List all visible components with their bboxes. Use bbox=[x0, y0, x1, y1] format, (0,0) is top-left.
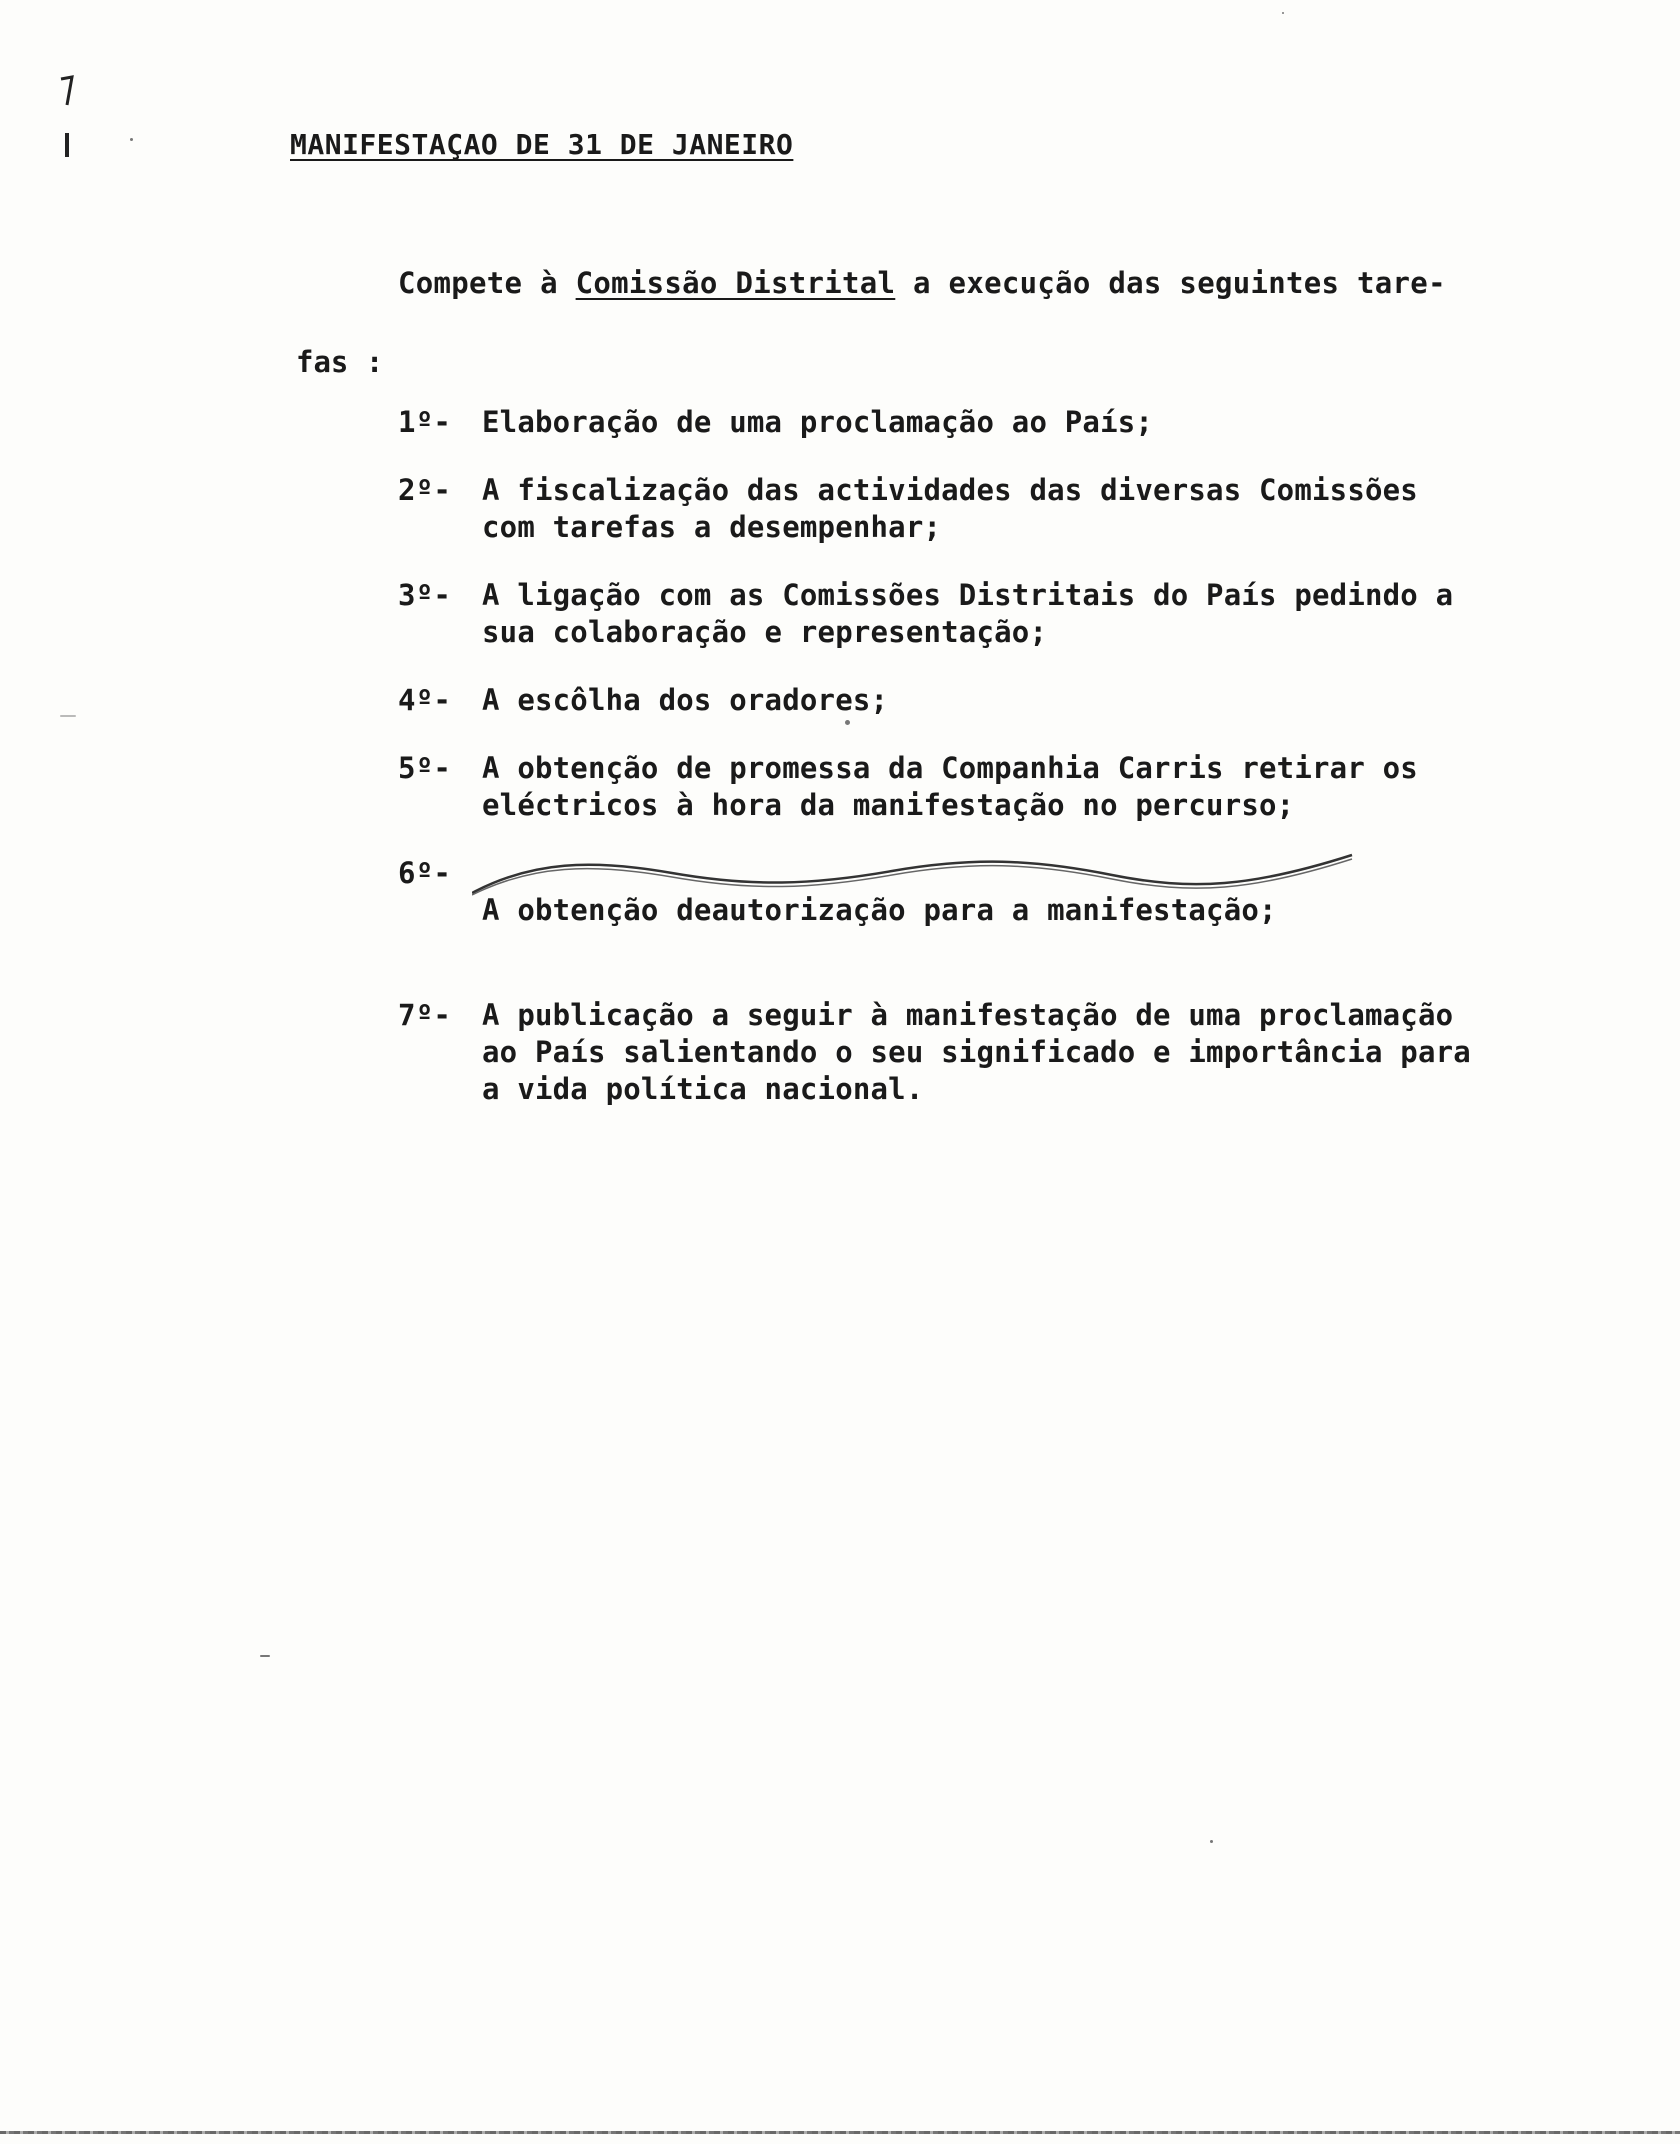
task-item-7 bbox=[398, 997, 1638, 1108]
paper-speck bbox=[260, 1655, 270, 1657]
task-list bbox=[398, 404, 1638, 1139]
intro-underlined: Comissão Distrital bbox=[575, 266, 896, 300]
task-item-4 bbox=[398, 682, 1638, 719]
task-number: 1º- bbox=[398, 405, 451, 439]
task-text: A publicação a seguir à manifestação de uma proclamação ao País salientando o seu significado e importância para a vida política nacional. bbox=[482, 998, 1471, 1106]
document-title: MANIFESTAÇAO DE 31 DE JANEIRO bbox=[290, 128, 794, 161]
intro-before: Compete à bbox=[398, 266, 576, 300]
paper-speck bbox=[60, 715, 76, 717]
bottom-edge-rule bbox=[0, 2131, 1680, 2134]
task-number: 5º- bbox=[398, 751, 451, 785]
paper-speck bbox=[130, 138, 133, 141]
margin-mark bbox=[60, 75, 74, 165]
task-item-6-struck bbox=[398, 855, 1638, 966]
task-number: 3º- bbox=[398, 578, 451, 612]
task-text: Elaboração de uma proclamação ao País; bbox=[482, 405, 1154, 439]
task-text: A fiscalização das actividades das diversas Comissões com tarefas a desempenhar; bbox=[482, 473, 1418, 544]
task-text: A ligação com as Comissões Distritais do País pedindo a sua colaboração e representação; bbox=[482, 578, 1454, 649]
task-item-2 bbox=[398, 472, 1638, 546]
task-number: 2º- bbox=[398, 473, 451, 507]
task-text: A obtenção de promessa da Companhia Carris retirar os eléctricos à hora da manifestação no percurso; bbox=[482, 751, 1418, 822]
task-number: 4º- bbox=[398, 683, 451, 717]
task-text-struck bbox=[482, 855, 1638, 966]
task-item-3 bbox=[398, 577, 1638, 651]
intro-continuation: fas : bbox=[296, 345, 384, 379]
task-item-1 bbox=[398, 404, 1638, 441]
task-number: 6º- bbox=[398, 856, 451, 890]
intro-after: a execução das seguintes tare- bbox=[895, 266, 1446, 300]
task-number: 7º- bbox=[398, 998, 451, 1032]
task-text: A escôlha dos oradores; bbox=[482, 683, 889, 717]
paper-speck bbox=[1282, 12, 1284, 14]
paper-speck bbox=[1210, 1840, 1213, 1843]
task-text: A obtenção deautorização para a manifestação; bbox=[482, 893, 1277, 927]
task-item-5 bbox=[398, 750, 1638, 824]
paper-speck bbox=[845, 720, 850, 725]
intro-paragraph bbox=[398, 266, 1446, 300]
